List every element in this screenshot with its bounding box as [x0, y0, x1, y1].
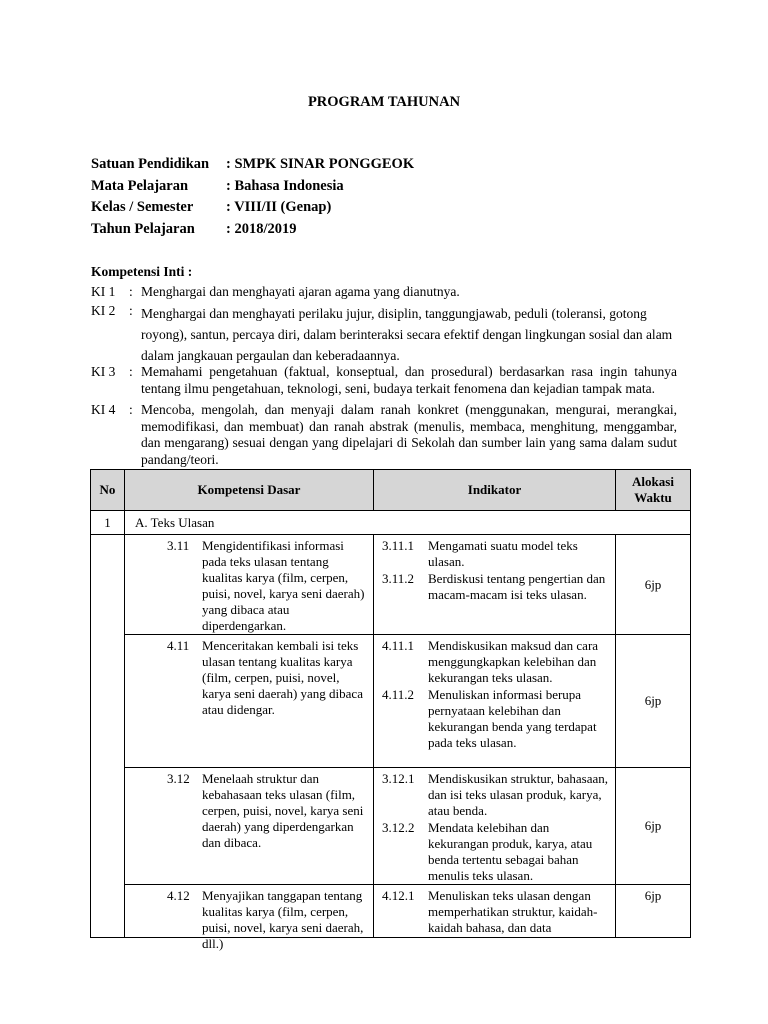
indicator-code: 4.12.1: [382, 888, 415, 903]
indicator-text: Berdiskusi tentang pengertian dan macam-macam isi teks ulasan.: [428, 571, 606, 602]
indicator-code: 4.11.2: [382, 687, 415, 702]
indicator-cell: [374, 885, 616, 938]
kd-cell: [125, 768, 374, 885]
indicator-cell: [374, 768, 616, 885]
ki-text: Memahami pengetahuan (faktual, konseptual, dan prosedural) berdasarkan rasa ingin tahunya tentang ilmu pengetahuan, teknologi, seni, budaya terkait fenomena dan kejadian tampak mata.: [141, 364, 677, 396]
kd-text: Menelaah struktur dan kebahasaan teks ulasan (film, cerpen, puisi, novel, karya seni daerah) yang diperdengarkan dan dibaca.: [202, 771, 364, 850]
section-number: 1: [91, 511, 125, 535]
ki-item: KI 1 : Menghargai dan menghayati ajaran agama yang dianutnya.: [91, 284, 677, 301]
kd-text: Menyajikan tanggapan tentang kualitas karya (film, cerpen, puisi, novel, karya seni daerah, dll.): [202, 888, 364, 951]
info-label: Kelas / Semester: [91, 199, 194, 216]
ki-code: KI 2: [91, 303, 116, 318]
indicator-code: 3.12.1: [382, 771, 415, 786]
info-row: [91, 221, 414, 243]
info-value: : SMPK SINAR PONGGEOK: [226, 156, 415, 172]
alokasi-cell: 6jp: [616, 535, 691, 635]
section-label: A. Teks Ulasan: [125, 511, 691, 535]
header-kompetensi-dasar: Kompetensi Dasar: [125, 470, 374, 511]
info-label: Tahun Pelajaran: [91, 221, 195, 238]
ki-item: KI 3 : Memahami pengetahuan (faktual, konseptual, dan prosedural) berdasarkan rasa ingin tahunya tentang ilmu pengetahuan, teknologi, seni, budaya terkait fenomena dan kejadian tampak mata.: [91, 364, 677, 396]
kd-code: 4.12: [167, 888, 190, 903]
table-row: [91, 635, 691, 768]
program-table: [90, 469, 691, 951]
info-row: [91, 156, 414, 178]
indicator-code: 3.12.2: [382, 820, 415, 835]
indicator-code: 3.11.1: [382, 538, 415, 553]
header-indikator: Indikator: [374, 470, 616, 511]
ki-text: Menghargai dan menghayati perilaku jujur, disiplin, tanggungjawab, peduli (toleransi, gotong royong), santun, percaya diri, dalam berinteraksi secara efektif dengan lingkungan sosial dan alam dalam jangkauan pergaulan dan keberadaannya.: [141, 306, 673, 363]
identity-block: [91, 156, 414, 243]
number-cell: [91, 535, 125, 938]
indicator-text: Menuliskan teks ulasan dengan memperhatikan struktur, kaidah-kaidah bahasa, dan data: [428, 888, 598, 935]
ki-text: Mencoba, mengolah, dan menyaji dalam ranah konkret (menggunakan, mengurai, merangkai, memodifikasi, dan membuat) dan ranah abstrak (menulis, membaca, menghitung, menggambar, dan mengarang) sesuai dengan yang dipelajari di Sekolah dan sumber lain yang sama dalam sudut pandang/teori.: [141, 402, 677, 467]
indicator-code: 3.11.2: [382, 571, 415, 586]
table-row: [91, 768, 691, 885]
kd-text: Mengidentifikasi informasi pada teks ulasan tentang kualitas karya (film, cerpen, puisi, novel, karya seni daerah) yang dibaca atau diperdengarkan.: [202, 538, 365, 633]
table-header-row: [91, 470, 691, 511]
kd-text: Menceritakan kembali isi teks ulasan tentang kualitas karya (film, cerpen, puisi, novel, karya seni daerah) yang dibaca atau didengar.: [202, 638, 363, 717]
indicator-text: Mengamati suatu model teks ulasan.: [428, 538, 578, 569]
table-row: [91, 885, 691, 938]
kd-code: 3.12: [167, 771, 190, 786]
alokasi-cell: 6jp: [616, 768, 691, 885]
section-row: [91, 511, 691, 535]
header-alokasi-waktu: Alokasi Waktu: [616, 470, 691, 511]
kd-code: 3.11: [167, 538, 190, 553]
ki-item: KI 4 : Mencoba, mengolah, dan menyaji dalam ranah konkret (menggunakan, mengurai, merangkai, memodifikasi, dan membuat) dan ranah abstrak (menulis, membaca, menghitung, menggambar, dan mengarang) sesuai dengan yang dipelajari di Sekolah dan sumber lain yang sama dalam sudut pandang/teori.: [91, 402, 677, 467]
page-title: PROGRAM TAHUNAN: [307, 94, 461, 110]
indicator-text: Mendiskusikan struktur, bahasaan, dan isi teks ulasan produk, karya, atau benda.: [428, 771, 609, 818]
kd-cell: [125, 885, 374, 951]
info-value: : VIII/II (Genap): [226, 199, 332, 216]
indicator-cell: [374, 535, 616, 635]
info-label: Mata Pelajaran: [91, 177, 189, 194]
info-value: : Bahasa Indonesia: [226, 177, 344, 194]
info-value: : 2018/2019: [226, 221, 297, 238]
indicator-text: Menuliskan informasi berupa pernyataan kelebihan dan kekurangan benda yang terdapat pada teks ulasan.: [428, 687, 597, 750]
indicator-code: 4.11.1: [382, 638, 415, 653]
kd-code: 4.11: [167, 638, 190, 653]
ki-item: KI 2 : Menghargai dan menghayati perilaku jujur, disiplin, tanggungjawab, peduli (toleransi, gotong royong), santun, percaya diri, dalam berinteraksi secara efektif dengan lingkungan sosial dan alam dalam jangkauan pergaulan dan keberadaannya.: [91, 303, 677, 366]
indicator-cell: [374, 635, 616, 768]
indicator-text: Mendata kelebihan dan kekurangan produk, karya, atau benda tertentu sebagai bahan menulis teks ulasan.: [428, 820, 593, 883]
alokasi-cell: 6jp: [616, 885, 691, 938]
ki-code: KI 3: [91, 364, 116, 379]
ki-code: KI 4: [91, 402, 116, 417]
info-row: [91, 199, 414, 221]
info-row: [91, 178, 414, 200]
info-label: Satuan Pendidikan: [91, 156, 210, 172]
kd-cell: [125, 635, 374, 768]
ki-text: Menghargai dan menghayati ajaran agama yang dianutnya.: [141, 284, 460, 299]
indicator-text: Mendiskusikan maksud dan cara menggungkapkan kelebihan dan kekurangan teks ulasan.: [428, 638, 599, 685]
alokasi-cell: 6jp: [616, 635, 691, 768]
table-row: [91, 535, 691, 635]
header-no: No: [91, 470, 125, 511]
kd-cell: [125, 535, 374, 635]
ki-code: KI 1: [91, 284, 116, 299]
ki-heading: Kompetensi Inti :: [91, 264, 193, 279]
